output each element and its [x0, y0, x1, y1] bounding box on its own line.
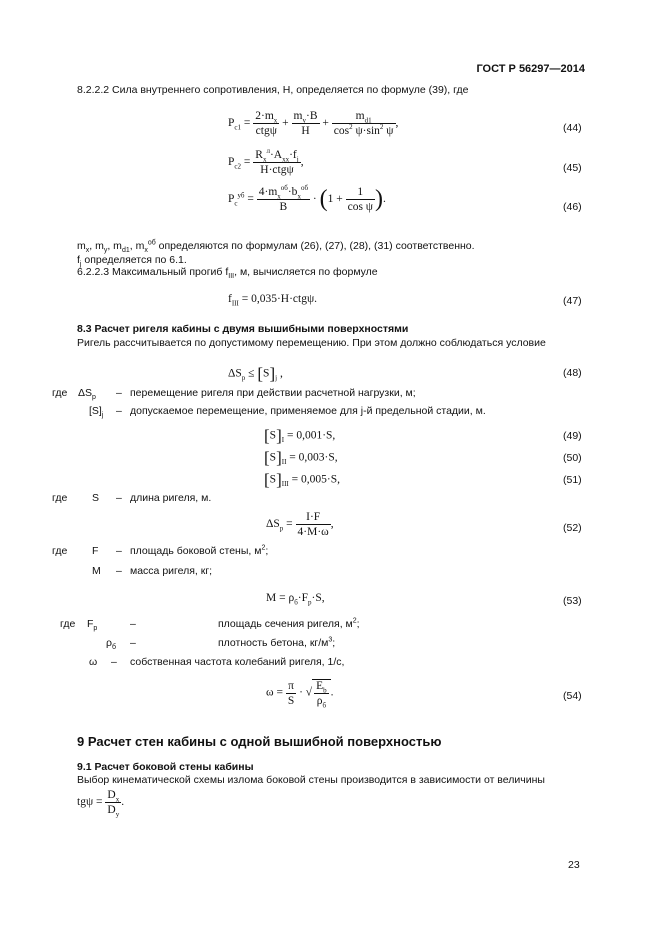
- legend-rho-text: плотность бетона, кг/м: [218, 637, 329, 649]
- formula-50-text: = 0,003·S,: [289, 451, 338, 464]
- paragraph-6223-text: 6.2.2.3 Максимальный прогиб f: [77, 266, 229, 278]
- legend-f-text: площадь боковой стены, м: [130, 545, 262, 557]
- eq-number-48: (48): [563, 367, 582, 379]
- section-83-title: 8.3 Расчет ригеля кабины с двумя вышибными поверхностями: [77, 323, 409, 335]
- formula-53-text: M = ρ: [266, 592, 295, 604]
- formula-51-text: = 0,005·S,: [291, 473, 340, 486]
- dash-8: –: [111, 656, 117, 668]
- legend-omega: собственная частота колебаний ригеля, 1/с,: [130, 656, 345, 668]
- eq-number-44: (44): [563, 122, 582, 134]
- section-91-text: Выбор кинематической схемы излома боковой стены производится в зависимости от величины: [77, 774, 545, 786]
- standard-number: ГОСТ Р 56297—2014: [476, 63, 585, 75]
- eq-number-46: (46): [563, 201, 582, 213]
- dash-5: –: [116, 565, 122, 577]
- dash-6: –: [130, 618, 136, 630]
- where-label-3: где: [52, 545, 68, 557]
- formula-54: ω = $\frac{\pi}{S}$ · √ $\frac{E_b}{\rho_б}$ .: [266, 679, 334, 710]
- section-83-intro: Ригель рассчитывается по допустимому перемещению. При этом должно соблюдаться условие: [77, 337, 546, 349]
- formula-tg: tgψ = $\frac{D_x}{D_y}$ .: [77, 789, 125, 819]
- legend-fp: площадь сечения ригеля, $м^2$;: [218, 617, 360, 630]
- formula-44: $P_{c1}$ = $\frac{2\cdot m_x}{\text{ctgψ}}$ + $\frac{m_y\cdot B}{H}$ + $\frac{m_{d1}}{\cos^2 \psi\cdot\sin^2 \psi}$ ,: [228, 110, 399, 137]
- symbol-m: M: [92, 565, 101, 577]
- paragraph-8222: 8.2.2.2 Сила внутреннего сопротивления, Н, определяется по формуле (39), где: [77, 84, 469, 96]
- definitions-m: $m_x$, $m_y$, $m_{d1}$, $m_x^{об}$ определяются по формулам (26), (27), (28), (31) соответственно.: [77, 239, 475, 255]
- symbol-omega: ω: [89, 656, 98, 668]
- symbol-dsp: $\Delta S_p$: [78, 387, 96, 402]
- legend-s: длина ригеля, м.: [130, 492, 212, 504]
- formula-46: $P_c^{уб}$ = $\frac{4\cdot m_x^{об}\cdot b_x^{об}}{B}$ · (1 + $\frac{1}{\text{cos ψ}}$ ).: [228, 184, 386, 213]
- formula-51: $[S]_{III} = 0,005\cdot S$,: [264, 470, 340, 489]
- definition-fj: $f_j$ определяется по 6.1.: [77, 254, 187, 269]
- formula-49-text: = 0,001·S,: [286, 429, 336, 442]
- dash-4: –: [116, 545, 122, 557]
- where-label-4: где: [60, 618, 76, 630]
- dash-1: –: [116, 387, 122, 399]
- where-label-1: где: [52, 387, 68, 399]
- legend-sj: допускаемое перемещение, применяемое для j-й предельной стадии, м.: [130, 405, 486, 417]
- symbol-fp: $F_p$: [87, 618, 98, 633]
- dash-7: –: [130, 637, 136, 649]
- eq-number-50: (50): [563, 452, 582, 464]
- eq-number-52: (52): [563, 522, 582, 534]
- formula-49: $[S]_I = 0,001\cdot S$,: [264, 426, 336, 445]
- eq-number-47: (47): [563, 295, 582, 307]
- symbol-s: S: [92, 492, 100, 504]
- definition-fj-text: определяется по 6.1.: [84, 254, 187, 266]
- definitions-m-text: определяются по формулам (26), (27), (28), (31) соответственно.: [158, 240, 475, 252]
- formula-47: $f_{III} = 0,035\cdot H\cdot ctg\psi$.: [228, 293, 318, 308]
- legend-rho: плотность бетона, $кг/м^3$;: [218, 636, 336, 649]
- formula-53: $M = \rho_б\cdot F_p\cdot S$,: [266, 592, 325, 607]
- eq-number-53: (53): [563, 595, 582, 607]
- section-9-title: 9 Расчет стен кабины с одной вышибной поверхностью: [77, 734, 442, 749]
- formula-48: $\Delta S_p \le [S]_j$ ,: [228, 364, 283, 383]
- paragraph-6223-end: , м, вычисляется по формуле: [234, 266, 378, 278]
- symbol-rho: $\rho_б$: [106, 637, 116, 652]
- eq-number-51: (51): [563, 474, 582, 486]
- dash-3: –: [116, 492, 122, 504]
- formula-47-text: = 0,035·H·ctgψ.: [241, 293, 318, 305]
- legend-m: масса ригеля, кг;: [130, 565, 213, 577]
- legend-f: площадь боковой стены, $м^2$;: [130, 544, 269, 557]
- paragraph-6223: 6.2.2.3 Максимальный прогиб $f_{III}$, м, вычисляется по формуле: [77, 266, 378, 281]
- legend-dsp: перемещение ригеля при действии расчетной нагрузки, м;: [130, 387, 416, 399]
- legend-fp-text: площадь сечения ригеля, м: [218, 618, 353, 630]
- dash-2: –: [116, 405, 122, 417]
- eq-number-45: (45): [563, 162, 582, 174]
- formula-50: $[S]_{II} = 0,003\cdot S$,: [264, 448, 338, 467]
- page-number: 23: [568, 859, 580, 871]
- symbol-f: F: [92, 545, 99, 557]
- section-91-title: 9.1 Расчет боковой стены кабины: [77, 761, 254, 773]
- formula-45: $P_{c2}$ = $\frac{R_x^л\cdot A_{xx}\cdot f_j}{\text{H·ctgψ}}$ ,: [228, 147, 304, 176]
- eq-number-49: (49): [563, 430, 582, 442]
- where-label-2: где: [52, 492, 68, 504]
- symbol-sj: $[S]_j$: [89, 405, 104, 420]
- eq-number-54: (54): [563, 690, 582, 702]
- formula-52: $\Delta S_p$ = $\frac{I\cdot F}{4\cdot M\cdot\omega}$ ,: [266, 511, 334, 538]
